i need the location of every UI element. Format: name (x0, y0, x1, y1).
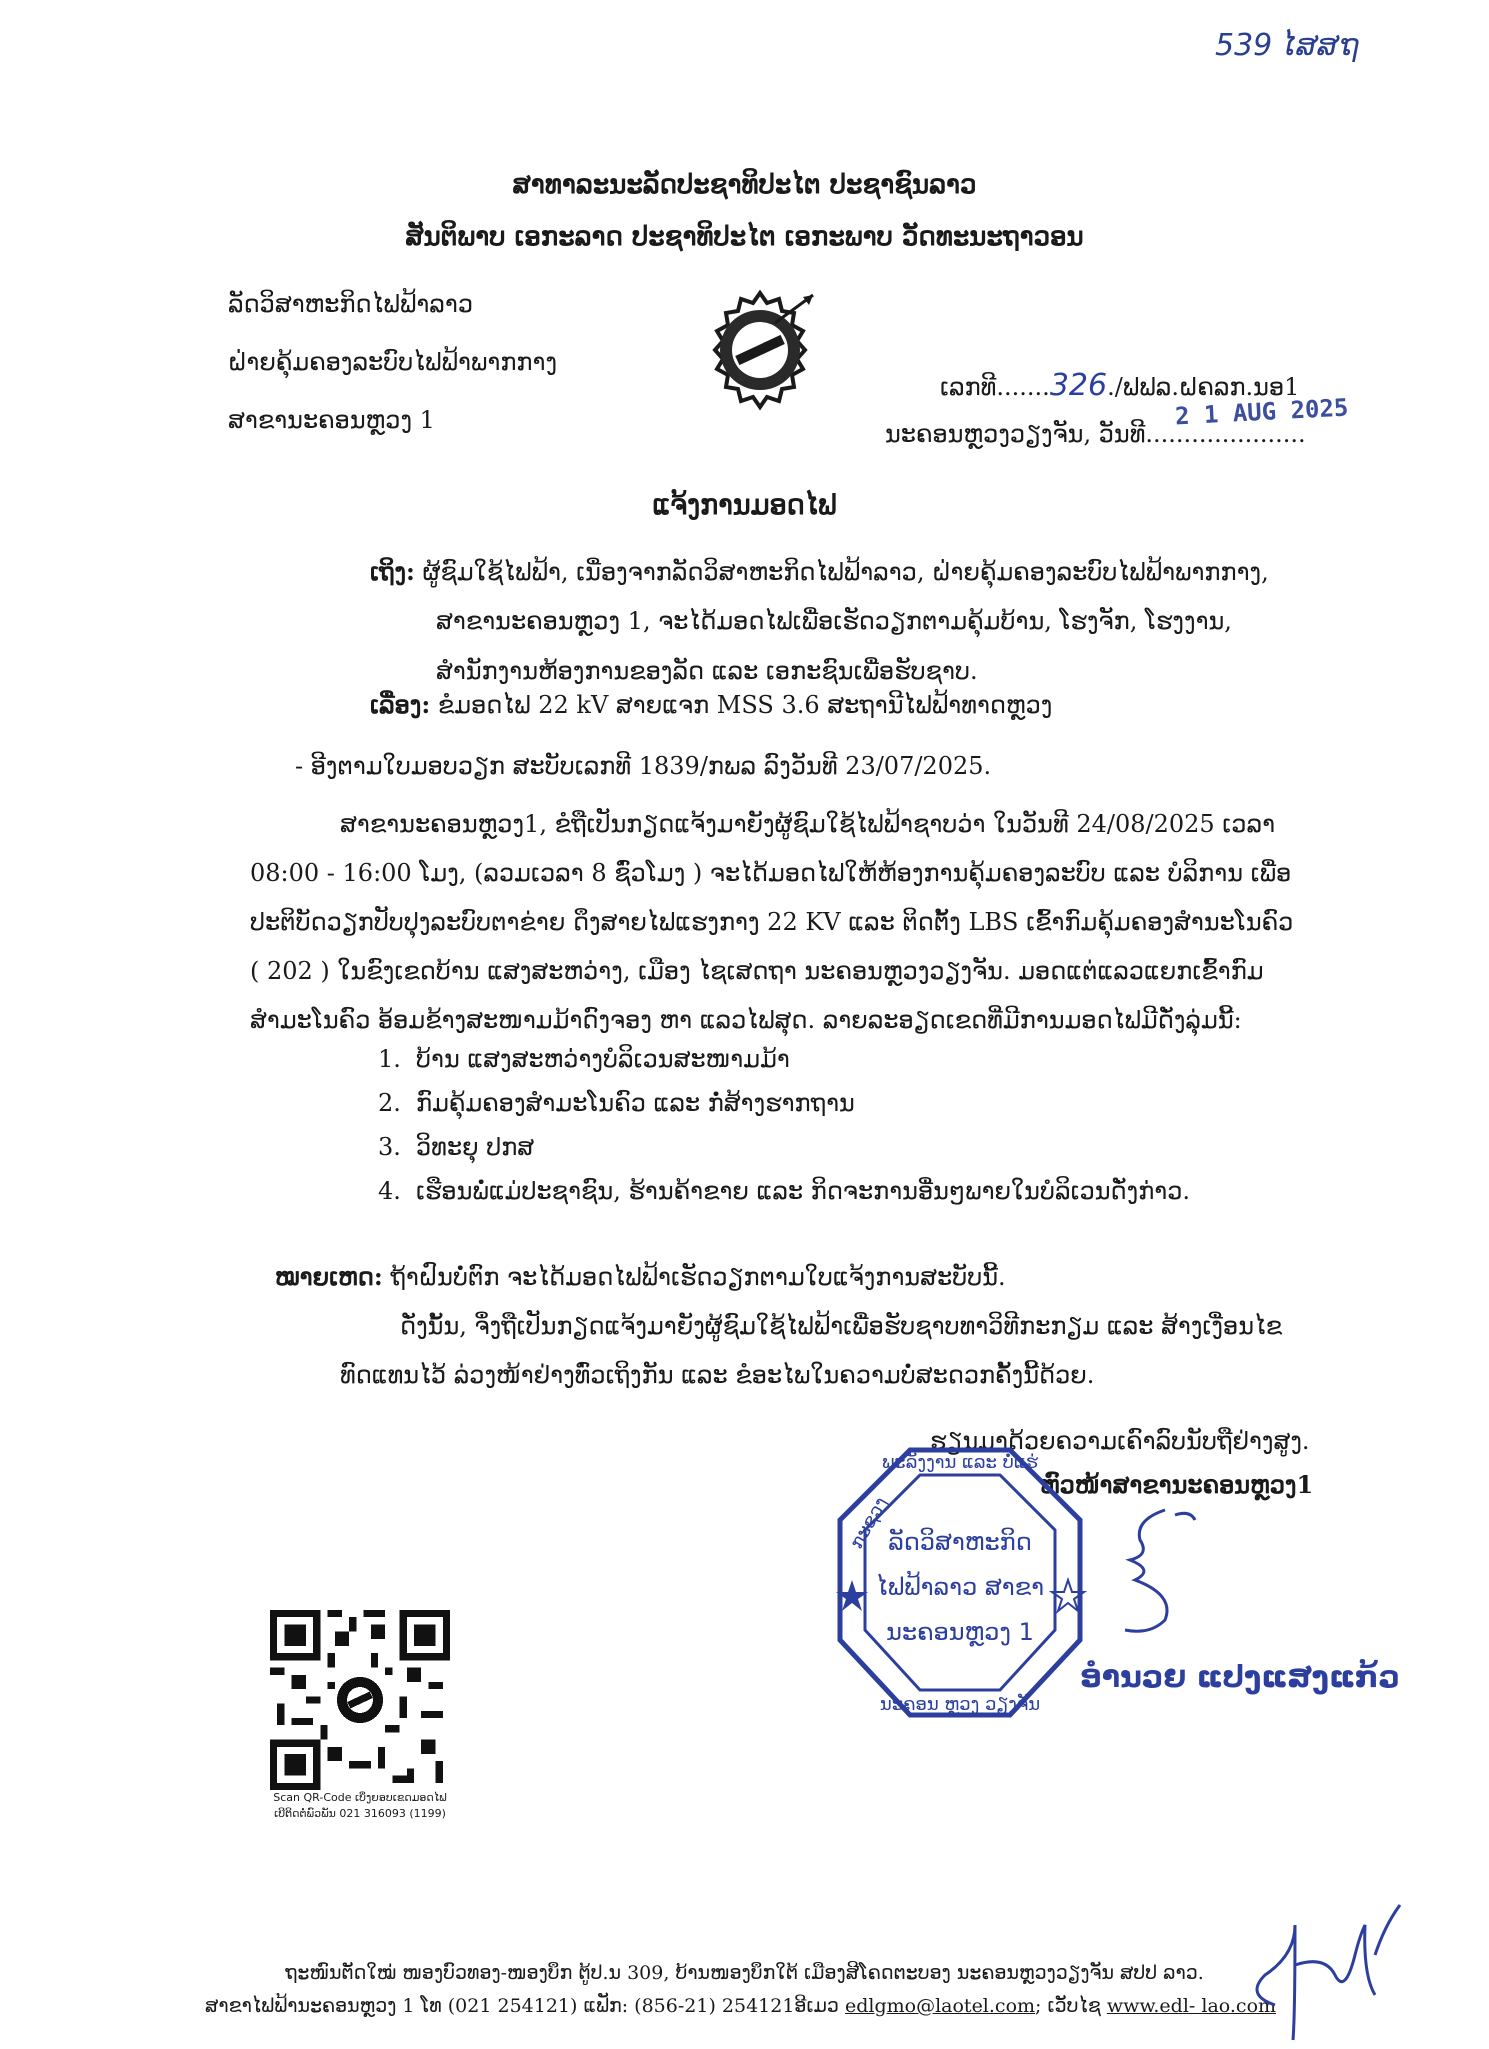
qr-code[interactable] (270, 1610, 450, 1790)
date-stamp: 2 1 AUG 2025 (1174, 393, 1350, 431)
footer-website-link[interactable]: www.edl- lao.com (1106, 1995, 1277, 2017)
stamp-ring-top: ພະລັງງານ ແລະ ບໍ່ແຮ່ (881, 1452, 1039, 1473)
to-line-2: ສາຂານະຄອນຫຼວງ 1, ຈະໄດ້ມອດໄຟເພື່ອເຮັດວຽກຕາມຄຸ້ມບ້ານ, ໂຮງຈັກ, ໂຮງງານ, (436, 607, 1232, 635)
signer-title: ຫົວໜ້າສາຂານະຄອນຫຼວງ1 (1040, 1470, 1314, 1499)
footer-initials-signature (1235, 1895, 1405, 2045)
note-text: ຖ້າຝົນບໍ່ຕົກ ຈະໄດ້ມອດໄຟຟ້າເຮັດວຽກຕາມໃບແຈ້ງການສະບັບນີ້. (390, 1263, 1006, 1291)
footer-email-link[interactable]: edlgmo@laotel.com (844, 1995, 1036, 2017)
to-label: ເຖິງ: (370, 557, 415, 586)
org-line-1: ລັດວິສາຫະກິດໄຟຟ້າລາວ (228, 290, 474, 318)
footer-contact (205, 1995, 1276, 2017)
body-line-3: ປະຕິບັດວຽກປັບປຸງລະບົບຕາຂ່າຍ ດຶງສາຍໄຟແຮງກາງ 22 KV ແລະ ຕິດຕັ້ງ LBS ເຂົ້າກົມຄຸ້ມຄອງສໍານະໂນຄົວ (250, 908, 1294, 936)
reference-document: - ອີງຕາມໃບມອບວຽກ ສະບັບເລກທີ 1839/ກພລ ລົງວັນທີ 23/07/2025. (295, 752, 992, 780)
closing-line-1: ດັ່ງນັ້ນ, ຈຶ່ງຖືເປັນກຽດແຈ້ງມາຍັງຜູ້ຊົມໃຊ້ໄຟຟ້າເພື່ອຮັບຊາບທາວິທີກະກຽມ ແລະ ສ້າງເງື່ອນໄຂ (400, 1312, 1283, 1340)
reference-prefix: ເລກທີ....... (940, 373, 1050, 401)
closing-line-2: ທົດແທນໄວ້ ລ່ວງໜ້າຢ່າງທົ່ວເຖິງກັນ ແລະ ຂໍອະໄພໃນຄວາມບໍ່ສະດວກຄັ້ງນີ້ດ້ວຍ. (340, 1361, 1095, 1389)
stamp-center-1: ລັດວິສາຫະກິດ (888, 1528, 1032, 1556)
list-item: 1. ບ້ານ ແສງສະຫວ່າງບໍລິເວນສະໜາມມ້າ (378, 1045, 790, 1073)
addressee-block (370, 557, 1269, 707)
stamp-ring-bottom: ນະຄອນ ຫຼວງ ວຽງຈັນ (879, 1694, 1041, 1715)
body-paragraph (250, 800, 1310, 1045)
stamp-center-2: ໄຟຟ້າລາວ ສາຂາ (875, 1573, 1045, 1601)
date-line: ນະຄອນຫຼວງວຽງຈັນ, ວັນທີ..................... (885, 420, 1306, 448)
body-line-2: 08:00 - 16:00 ໂມງ, (ລວມເວລາ 8 ຊົ່ວໂມງ ) ຈະໄດ້ມອດໄຟໃຫ້ຫ້ອງການຄຸ້ມຄອງລະບົບ ແລະ ບໍລິການ ເພື່ອ (250, 859, 1292, 887)
list-item: 2. ກົມຄຸ້ມຄອງສໍາມະໂນຄົວ ແລະ ກໍ່ສ້າງຮາກຖານ (378, 1089, 855, 1117)
official-stamp (820, 1440, 1100, 1740)
to-line-1: ຜູ້ຊົມໃຊ້ໄຟຟ້າ, ເນື່ອງຈາກລັດວິສາຫະກິດໄຟຟ້າລາວ, ຝ່າຍຄຸ້ມຄອງລະບົບໄຟຟ້າພາກກາງ, (422, 558, 1269, 586)
edl-logo-icon (695, 285, 825, 415)
list-item: 4. ເຮືອນພໍ່ແມ່ປະຊາຊົນ, ຮ້ານຄ້າຂາຍ ແລະ ກິດຈະການອື່ນໆພາຍໃນບໍລິເວນດັ່ງກ່າວ. (378, 1177, 1191, 1205)
regards-line: ຮຽນມາດ້ວຍຄວາມເຄົາລົບນັບຖືຢ່າງສູງ. (930, 1427, 1310, 1455)
subject-text: ຂໍມອດໄຟ 22 kV ສາຍແຈກ MSS 3.6 ສະຖານີໄຟຟ້າທາດຫຼວງ (437, 691, 1053, 719)
stamp-center-3: ນະຄອນຫຼວງ 1 (886, 1618, 1034, 1646)
org-line-2: ຝ່າຍຄຸ້ມຄອງລະບົບໄຟຟ້າພາກກາງ (228, 348, 558, 376)
footer-contact-mid: ; ເວັບໄຊ (1035, 1995, 1107, 2017)
org-line-3: ສາຂານະຄອນຫຼວງ 1 (228, 406, 435, 434)
qr-caption-line-2: ເບີຕິດຕໍ່ພົວພັນ 021 316093 (1199) (274, 1807, 446, 1820)
reference-number-line (940, 368, 1299, 403)
handwritten-reference: 539 ໄສສຖ (1215, 28, 1359, 63)
document-title: ແຈ້ງການມອດໄຟ (652, 490, 837, 521)
note-line (275, 1262, 1006, 1291)
subject-label: ເລື່ອງ: (370, 690, 431, 719)
affected-area-list (378, 1045, 1190, 1221)
header-line-1: ສາທາລະນະລັດປະຊາທິປະໄຕ ປະຊາຊົນລາວ (512, 170, 977, 200)
body-line-4: ( 202 ) ໃນຂົງເຂດບ້ານ ແສງສະຫວ່າງ, ເມືອງ ໄຊເສດຖາ ນະຄອນຫຼວງວຽງຈັນ. ມອດແຕ່ແລວແຍກເຂົ້າກົມ (250, 957, 1264, 985)
header-line-2: ສັນຕິພາບ ເອກະລາດ ປະຊາທິປະໄຕ ເອກະພາບ ວັດທະນະຖາວອນ (405, 222, 1084, 252)
qr-caption (220, 1790, 500, 1822)
list-item: 3. ວິທະຍຸ ປກສ (378, 1133, 535, 1161)
note-label: ໝາຍເຫດ: (275, 1262, 383, 1291)
footer-address: ຖະໜົນຕັດໃໝ່ ໜອງບົວທອງ-ໜອງບຶກ ຕູ້ປ.ນ 309, ບ້ານໜອງບຶກໃຕ້ ເມືອງສີໂຄດຕະບອງ ນະຄອນຫຼວງວຽງຈັນ ສປປ ລາວ. (285, 1962, 1204, 1984)
qr-caption-line-1: Scan QR-Code ເບິ່ງຍອບເຂດມອດໄຟ (273, 1791, 447, 1804)
signer-name: ອໍານວຍ ແປງແສງແກ້ວ (1080, 1660, 1400, 1695)
body-line-5: ສໍາມະໂນຄົວ ອ້ອມຂ້າງສະໜາມມ້າດົງຈອງ ຫາ ແລວໄຟສຸດ. ລາຍລະອຽດເຂດທີ່ມີການມອດໄຟມີດັ່ງລຸ່ມນີ້: (250, 1006, 1242, 1034)
stamp-ring-left: ກະຊວງ (846, 1493, 893, 1553)
handwritten-signature (1095, 1500, 1215, 1640)
reference-suffix: ./ຟຟລ.ຝຄລກ.ນອ1 (1107, 373, 1300, 401)
subject-line (370, 690, 1052, 719)
national-header (0, 170, 1489, 274)
to-line-3: ສໍານັກງານຫ້ອງການຂອງລັດ ແລະ ເອກະຊົນເພື່ອຮັບຊາບ. (436, 657, 978, 685)
reference-number: 326 (1049, 368, 1108, 403)
body-line-1: ສາຂານະຄອນຫຼວງ1, ຂໍຖືເປັນກຽດແຈ້ງມາຍັງຜູ້ຊົມໃຊ້ໄຟຟ້າຊາບວ່າ ໃນວັນທີ 24/08/2025 ເວລາ (340, 810, 1276, 838)
footer-contact-prefix: ສາຂາໄຟຟ້ານະຄອນຫຼວງ 1 ໂທ (021 254121) ແຟັກ: (856-21) 254121ອີເມວ (205, 1995, 845, 2017)
organisation-block (228, 290, 557, 464)
